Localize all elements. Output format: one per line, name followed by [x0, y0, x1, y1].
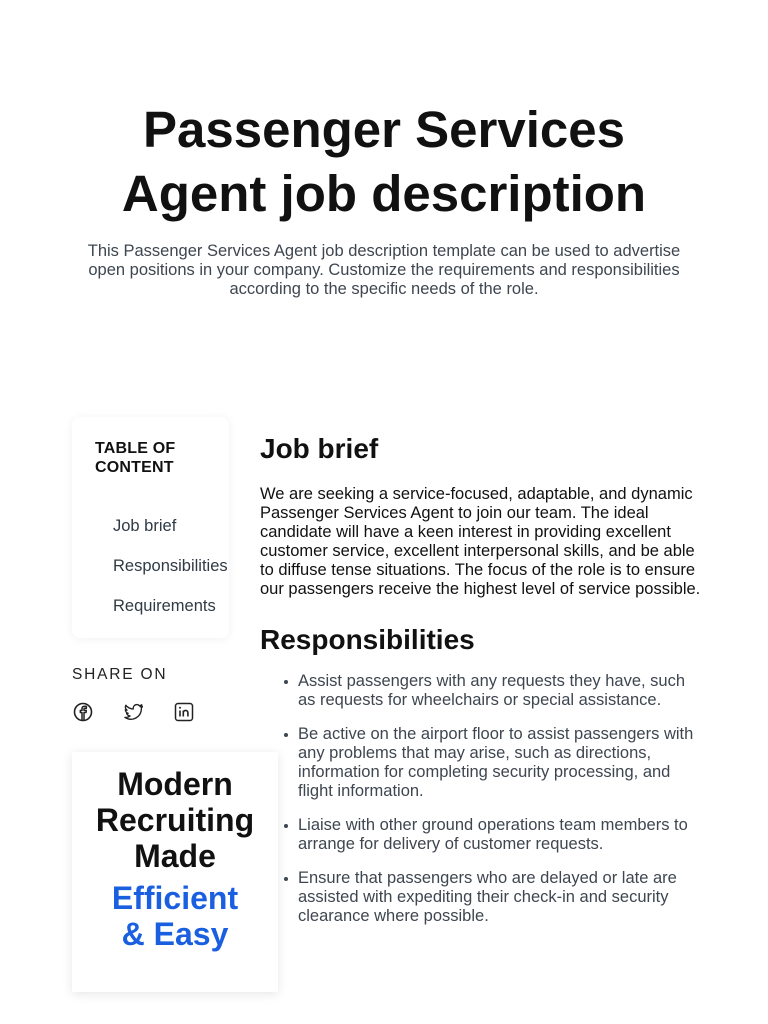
twitter-icon[interactable]	[124, 702, 144, 722]
promo-headline	[72, 766, 278, 874]
promo-headline-line-3: Made	[134, 838, 216, 874]
share-label: SHARE ON	[72, 666, 168, 683]
toc-heading-line-1: TABLE OF	[95, 440, 176, 457]
toc-link-responsibilities[interactable]: Responsibilities	[113, 557, 228, 575]
promo-highlight-line-1: Efficient	[111, 880, 239, 916]
page-subtitle: This Passenger Services Agent job description template can be used to advertise open positions in your company. Customize the requirements and responsibilities according to the specific needs of the role.	[87, 242, 681, 298]
promo-banner[interactable]	[72, 752, 278, 992]
list-item: Be active on the airport floor to assist passengers with any problems that may arise, such as directions, information for completing security processing, and flight information.	[260, 725, 706, 801]
linkedin-icon[interactable]	[174, 702, 194, 722]
section-heading-job-brief: Job brief	[260, 433, 379, 464]
list-item: Assist passengers with any requests they have, such as requests for wheelchairs or special assistance.	[260, 672, 706, 710]
main-content	[260, 430, 706, 926]
toc-link-requirements[interactable]: Requirements	[113, 597, 216, 615]
promo-highlight	[72, 880, 278, 952]
promo-headline-line-1: Modern	[117, 766, 233, 802]
list-item: Liaise with other ground operations team members to arrange for delivery of customer requests.	[260, 816, 706, 854]
facebook-icon[interactable]	[73, 702, 93, 722]
toc-heading-line-2: CONTENT	[95, 459, 174, 476]
section-heading-responsibilities: Responsibilities	[260, 624, 475, 655]
page-title-line-1: Passenger Services	[142, 101, 625, 158]
promo-highlight-line-2: & Easy	[121, 916, 229, 952]
responsibilities-list	[260, 672, 706, 926]
list-item: Ensure that passengers who are delayed or late are assisted with expediting their check-in and security clearance where possible.	[260, 869, 706, 926]
page-title	[0, 98, 768, 226]
toc-heading	[95, 439, 175, 477]
table-of-content	[72, 417, 229, 638]
job-brief-text: We are seeking a service-focused, adaptable, and dynamic Passenger Services Agent to join our team. The ideal candidate will have a keen interest in providing excellent customer service, excellent interpersonal skills, and be able to diffuse tense situations. The focus of the role is to ensure our passengers receive the highest level of service possible.	[260, 485, 701, 598]
promo-headline-line-2: Recruiting	[95, 802, 255, 838]
toc-link-job-brief[interactable]: Job brief	[113, 517, 177, 535]
page-title-line-2: Agent job description	[121, 165, 647, 222]
